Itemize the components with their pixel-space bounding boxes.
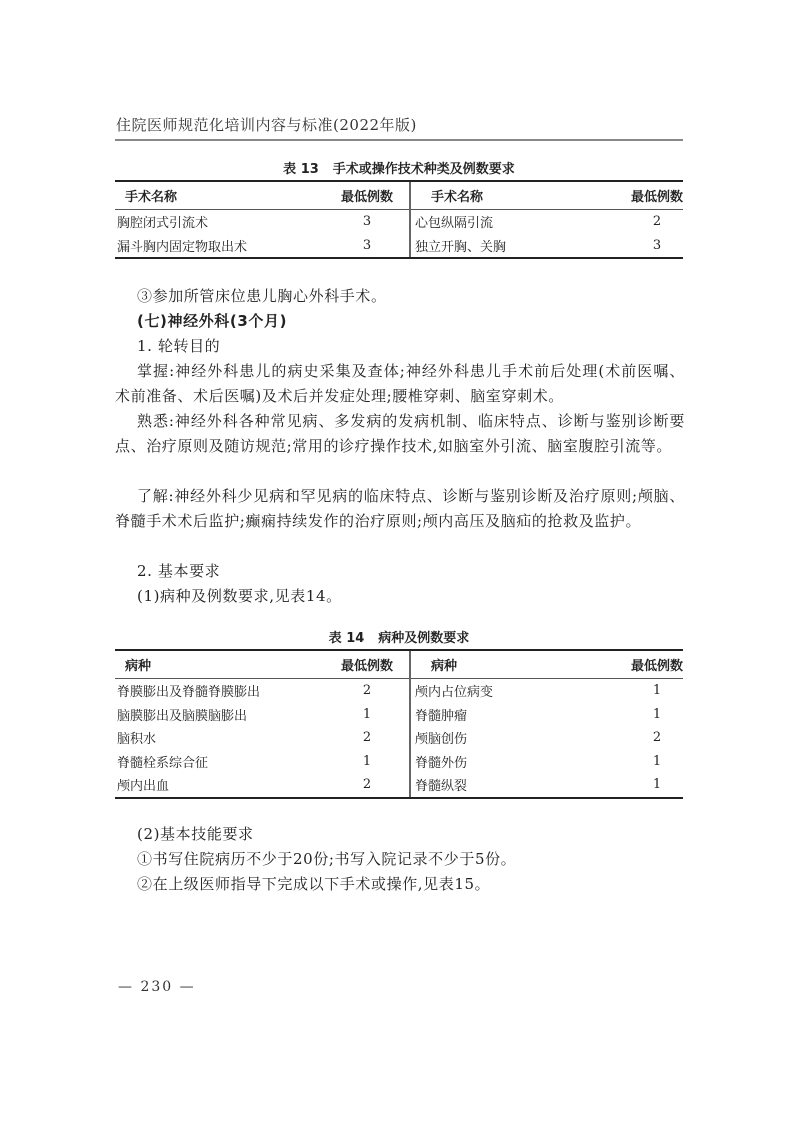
paragraph-understand: 了解:神经外科少见病和罕见病的临床特点、诊断与鉴别诊断及治疗原则;颅脑、脊髓手术术后监护;癫痫持续发作的治疗原则;颅内高压及脑疝的抢救及监护。 bbox=[115, 487, 685, 530]
section-heading-neurosurgery: (七)神经外科(3个月) bbox=[137, 312, 288, 330]
table-cell: 1 bbox=[652, 753, 662, 769]
table-cell: 脑膜膨出及脑膜脑膨出 bbox=[117, 708, 248, 724]
table-cell: 1 bbox=[362, 706, 372, 722]
paragraph-surgery-participation: ③参加所管床位患儿胸心外科手术。 bbox=[137, 287, 387, 305]
table13 bbox=[115, 180, 683, 259]
table14-caption bbox=[115, 627, 683, 646]
table-cell: 脊髓肿瘤 bbox=[410, 703, 631, 727]
table-cell: 胸腔闭式引流术 bbox=[117, 216, 209, 232]
table-row bbox=[115, 679, 683, 703]
table13-caption-number: 表 13 bbox=[283, 162, 319, 177]
table-cell: 3 bbox=[325, 234, 410, 259]
list-item-medical-records: ①书写住院病历不少于20份;书写入院记录不少于5份。 bbox=[137, 850, 517, 868]
table13-header-count-2: 最低例数 bbox=[631, 181, 683, 210]
table-cell: 脊髓纵裂 bbox=[410, 773, 631, 798]
table-cell: 颅脑创伤 bbox=[410, 726, 631, 750]
page-number: — 230 — bbox=[118, 979, 196, 995]
table-cell: 2 bbox=[325, 773, 410, 798]
table13-caption-title: 手术或操作技术种类及例数要求 bbox=[332, 162, 515, 177]
table-cell: 2 bbox=[362, 683, 372, 699]
table14 bbox=[115, 649, 683, 799]
table13-caption bbox=[115, 158, 683, 177]
subheading-basic-requirements: 2. 基本要求 bbox=[137, 562, 221, 580]
table-cell: 独立开胸、关胸 bbox=[410, 234, 631, 259]
table-cell: 脊髓栓系综合征 bbox=[117, 755, 209, 771]
header-rule bbox=[115, 139, 683, 141]
paragraph-master: 掌握:神经外科患儿的病史采集及查体;神经外科患儿手术前后处理(术前医嘱、术前准备、术后医嘱)及术后并发症处理;腰椎穿刺、脑室穿刺术。 bbox=[115, 362, 685, 405]
list-item-supervised-procedures: ②在上级医师指导下完成以下手术或操作,见表15。 bbox=[137, 875, 491, 893]
table-cell: 颅内出血 bbox=[115, 773, 325, 798]
table13-header-name-2: 手术名称 bbox=[410, 181, 631, 210]
paragraph-familiar: 熟悉:神经外科各种常见病、多发病的发病机制、临床特点、诊断与鉴别诊断要点、治疗原则及随访规范;常用的诊疗操作技术,如脑室外引流、脑室腹腔引流等。 bbox=[115, 412, 685, 455]
table14-header-disease: 病种 bbox=[115, 650, 325, 679]
table-cell: 脊髓外伤 bbox=[410, 750, 631, 774]
table14-header-count: 最低例数 bbox=[325, 650, 410, 679]
table-row bbox=[115, 703, 683, 727]
table14-header-row bbox=[115, 650, 683, 679]
table-row bbox=[115, 210, 683, 234]
table-cell: 颅内占位病变 bbox=[410, 679, 631, 703]
table13-header-name: 手术名称 bbox=[115, 181, 325, 210]
table-row bbox=[115, 726, 683, 750]
table-cell: 2 bbox=[652, 730, 662, 746]
running-head: 住院医师规范化培训内容与标准(2022年版) bbox=[116, 116, 417, 134]
subheading-rotation-goals: 1. 轮转目的 bbox=[137, 337, 221, 355]
table13-header-row bbox=[115, 181, 683, 210]
table14-header-count-2: 最低例数 bbox=[631, 650, 683, 679]
table-cell: 2 bbox=[362, 730, 372, 746]
table13-header-count: 最低例数 bbox=[325, 181, 410, 210]
table-row bbox=[115, 773, 683, 798]
table-cell: 漏斗胸内固定物取出术 bbox=[115, 234, 325, 259]
table14-caption-number: 表 14 bbox=[328, 631, 365, 646]
table-row bbox=[115, 234, 683, 259]
table-cell: 3 bbox=[362, 214, 372, 230]
table-cell: 1 bbox=[362, 753, 372, 769]
table-cell: 2 bbox=[652, 214, 662, 230]
table-cell: 3 bbox=[631, 234, 683, 259]
table-cell: 脊膜膨出及脊髓脊膜膨出 bbox=[117, 685, 261, 701]
subheading-skill-requirements: (2)基本技能要求 bbox=[137, 825, 254, 843]
table-row bbox=[115, 750, 683, 774]
table-cell: 1 bbox=[652, 706, 662, 722]
table-cell: 心包纵隔引流 bbox=[410, 210, 631, 234]
table14-header-disease-2: 病种 bbox=[410, 650, 631, 679]
table-cell: 1 bbox=[631, 773, 683, 798]
table14-caption-title: 病种及例数要求 bbox=[378, 631, 470, 646]
table-cell: 脑积水 bbox=[117, 732, 157, 748]
table-cell: 1 bbox=[652, 683, 662, 699]
paragraph-disease-requirements: (1)病种及例数要求,见表14。 bbox=[137, 587, 342, 605]
